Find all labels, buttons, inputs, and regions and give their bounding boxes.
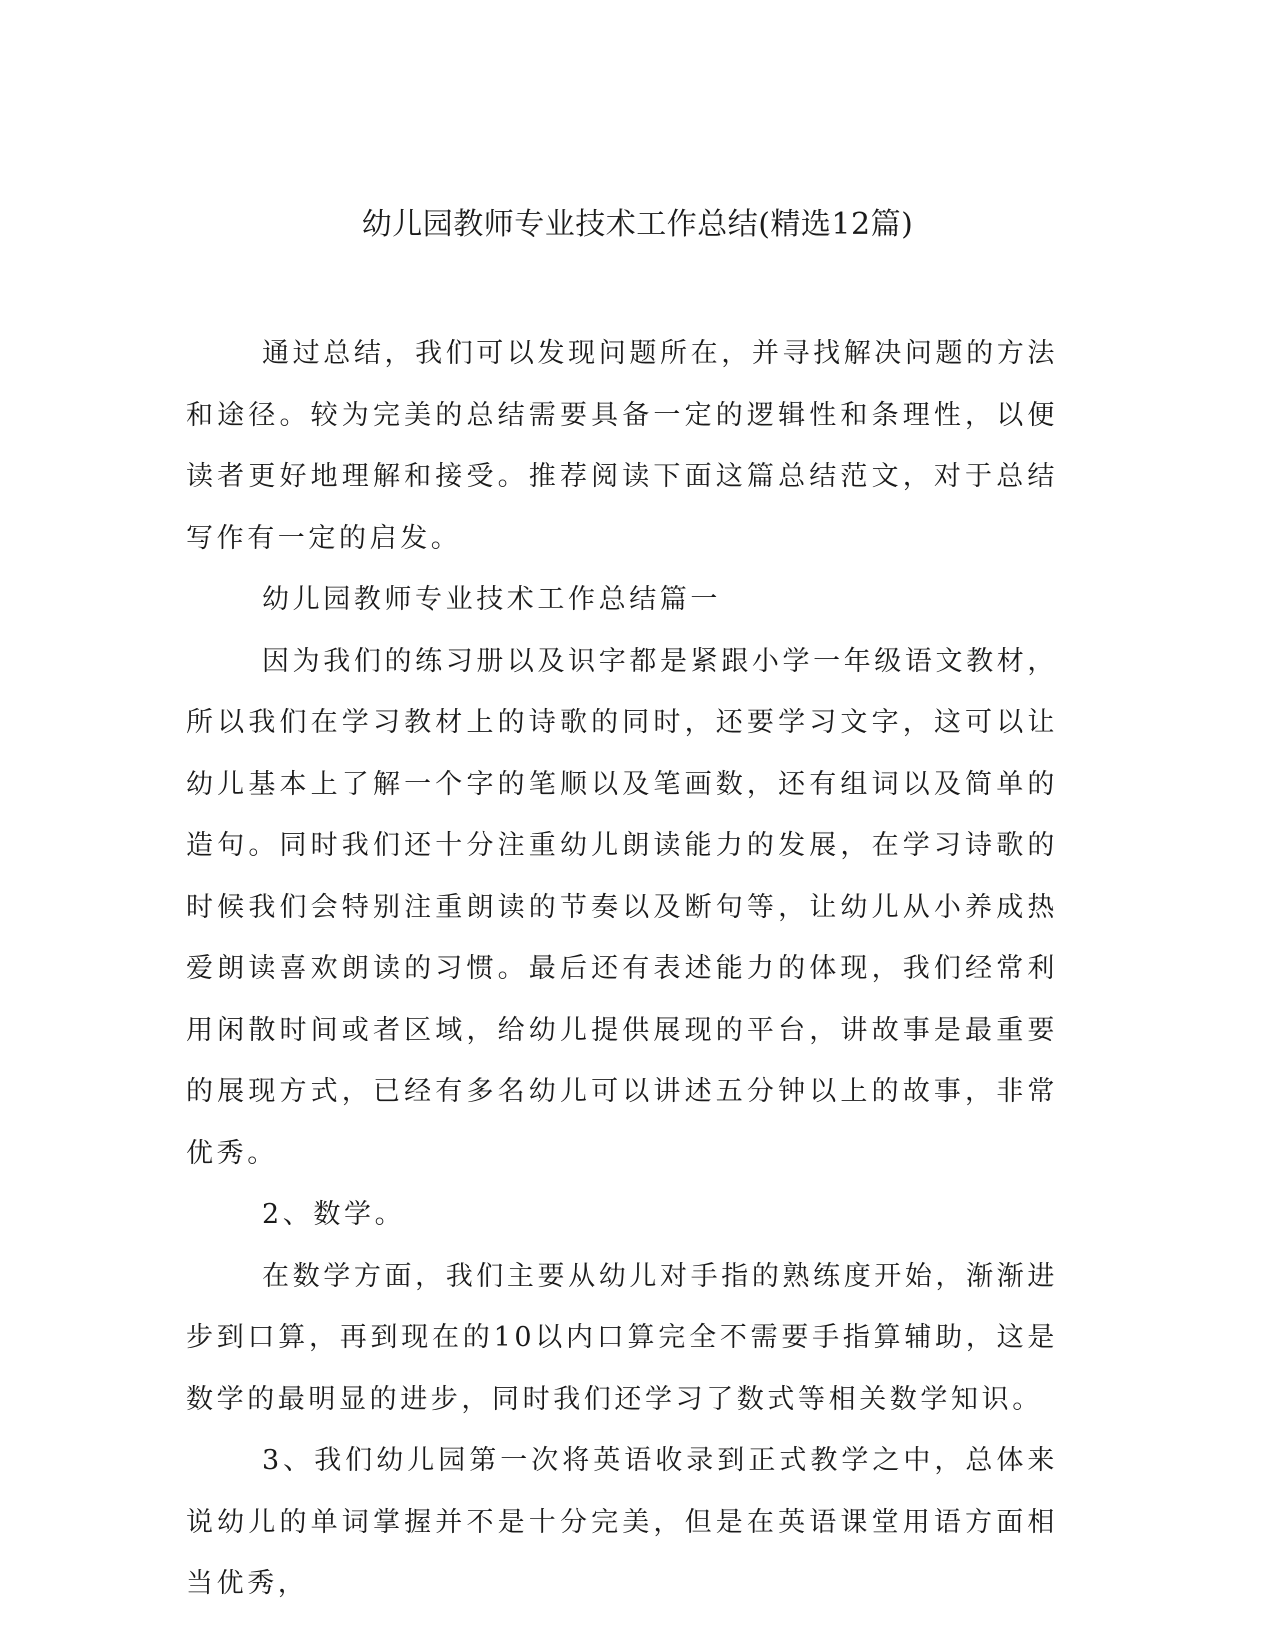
section-heading: 幼儿园教师专业技术工作总结篇一 (262, 584, 721, 615)
intro-paragraph: 通过总结，我们可以发现问题所在，并寻找解决问题的方法和途径。较为完美的总结需要具备一定的逻辑性和条理性，以便读者更好地理解和接受。推荐阅读下面这篇总结范文，对于总结写作有一定的启发。 (186, 338, 1058, 554)
body-paragraph: 在数学方面，我们主要从幼儿对手指的熟练度开始，渐渐进步到口算，再到现在的10以内口算完全不需要手指算辅助，这是数学的最明显的进步，同时我们还学习了数式等相关数学知识。 (186, 1260, 1058, 1415)
document-body (186, 323, 1058, 1615)
body-paragraph: 因为我们的练习册以及识字都是紧跟小学一年级语文教材，所以我们在学习教材上的诗歌的同时，还要学习文字，这可以让幼儿基本上了解一个字的笔顺以及笔画数，还有组词以及简单的造句。同时我们还十分注重幼儿朗读能力的发展，在学习诗歌的时候我们会特别注重朗读的节奏以及断句等，让幼儿从小养成热爱朗读喜欢朗读的习惯。最后还有表述能力的体现，我们经常利用闲散时间或者区域，给幼儿提供展现的平台，讲故事是最重要的展现方式，已经有多名幼儿可以讲述五分钟以上的故事，非常优秀。 (186, 645, 1058, 1169)
document-title: 幼儿园教师专业技术工作总结(精选12篇) (361, 207, 914, 242)
body-paragraph: 3、我们幼儿园第一次将英语收录到正式教学之中，总体来说幼儿的单词掌握并不是十分完美，但是在英语课堂用语方面相当优秀， (186, 1445, 1058, 1599)
subheading-math: 2、数学。 (262, 1199, 406, 1230)
